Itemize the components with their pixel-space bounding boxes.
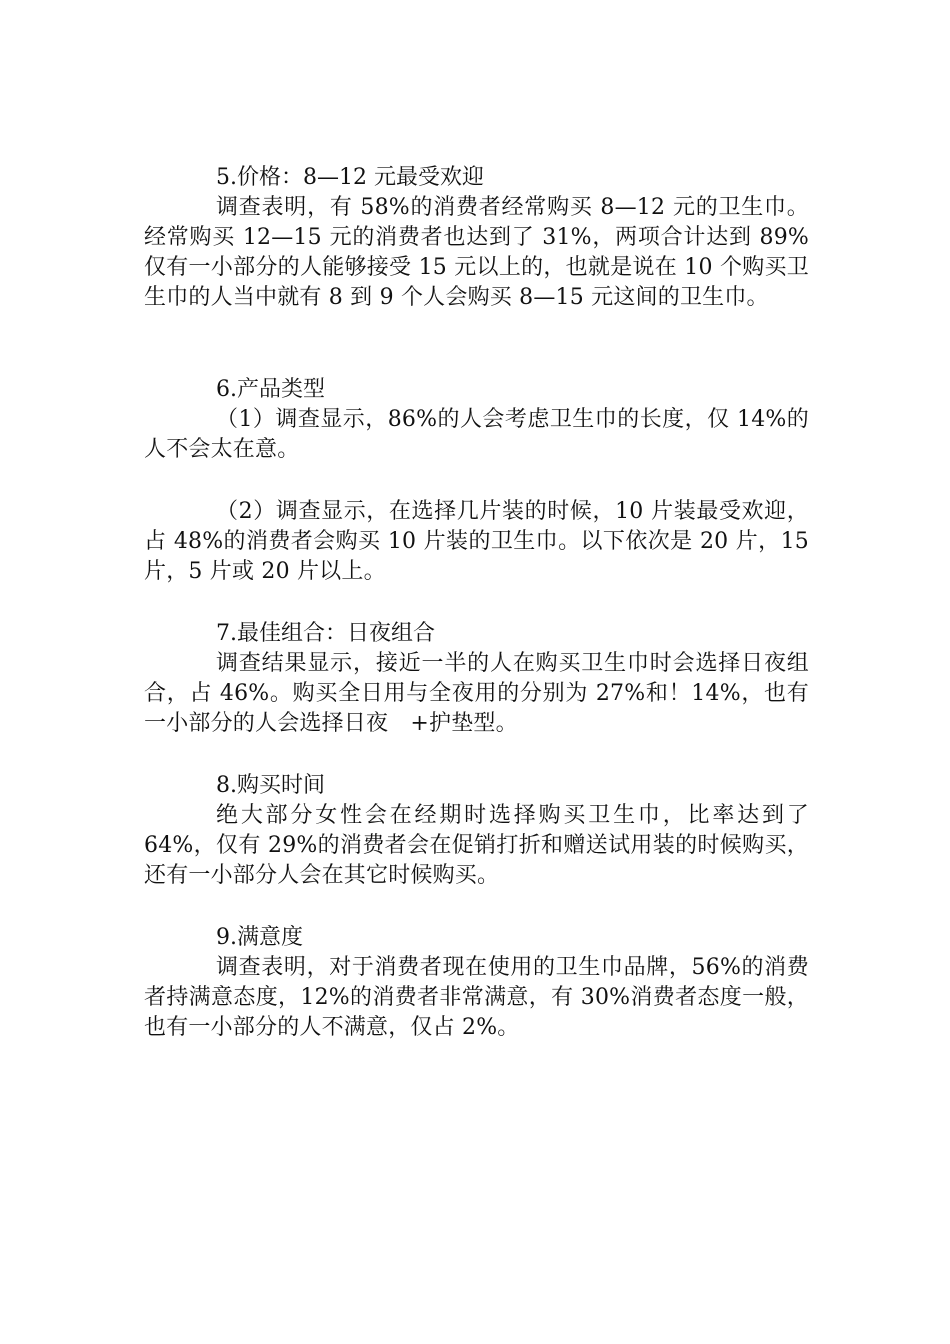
section-heading: 5.价格：8—12 元最受欢迎 [216, 165, 484, 190]
spacer [144, 465, 809, 497]
section-paragraph: 绝大部分女性会在经期时选择购买卫生巾，比率达到了 64%，仅有 29%的消费者会在促销打折和赠送试用装的时候购买，还有一小部分人会在其它时候购买。 [144, 803, 809, 888]
spacer [144, 739, 809, 771]
section-product-type [144, 375, 809, 587]
spacer [144, 891, 809, 923]
section-paragraph: 调查结果显示，接近一半的人在购买卫生巾时会选择日夜组合，占 46%。购买全日用与全夜用的分别为 27%和！14%，也有一小部分的人会选择日夜 +护垫型。 [144, 651, 809, 736]
section-price [144, 163, 809, 313]
section-paragraph: 调查表明，有 58%的消费者经常购买 8—12 元的卫生巾。经常购买 12—15 元的消费者也达到了 31%，两项合计达到 89%仅有一小部分的人能够接受 15 元以上的，也就是说在 10 个购买卫生巾的人当中就有 8 到 9 个人会购买 8—15 元这间的卫生巾。 [144, 195, 809, 310]
section-heading: 9.满意度 [216, 925, 303, 950]
section-heading: 6.产品类型 [216, 377, 325, 402]
section-best-combo [144, 619, 809, 739]
section-satisfaction [144, 923, 809, 1043]
spacer [144, 587, 809, 619]
section-paragraph: 调查表明，对于消费者现在使用的卫生巾品牌，56%的消费者持满意态度，12%的消费者非常满意，有 30%消费者态度一般，也有一小部分的人不满意，仅占 2%。 [144, 955, 809, 1040]
spacer [144, 313, 809, 375]
section-heading: 7.最佳组合：日夜组合 [216, 621, 435, 646]
document-body [144, 163, 809, 1043]
section-paragraph: （2）调查显示，在选择几片装的时候，10 片装最受欢迎，占 48%的消费者会购买 10 片装的卫生巾。以下依次是 20 片，15 片，5 片或 20 片以上。 [144, 499, 809, 584]
section-paragraph: （1）调查显示，86%的人会考虑卫生巾的长度，仅 14%的人不会太在意。 [144, 407, 809, 462]
section-heading: 8.购买时间 [216, 773, 325, 798]
section-purchase-time [144, 771, 809, 891]
